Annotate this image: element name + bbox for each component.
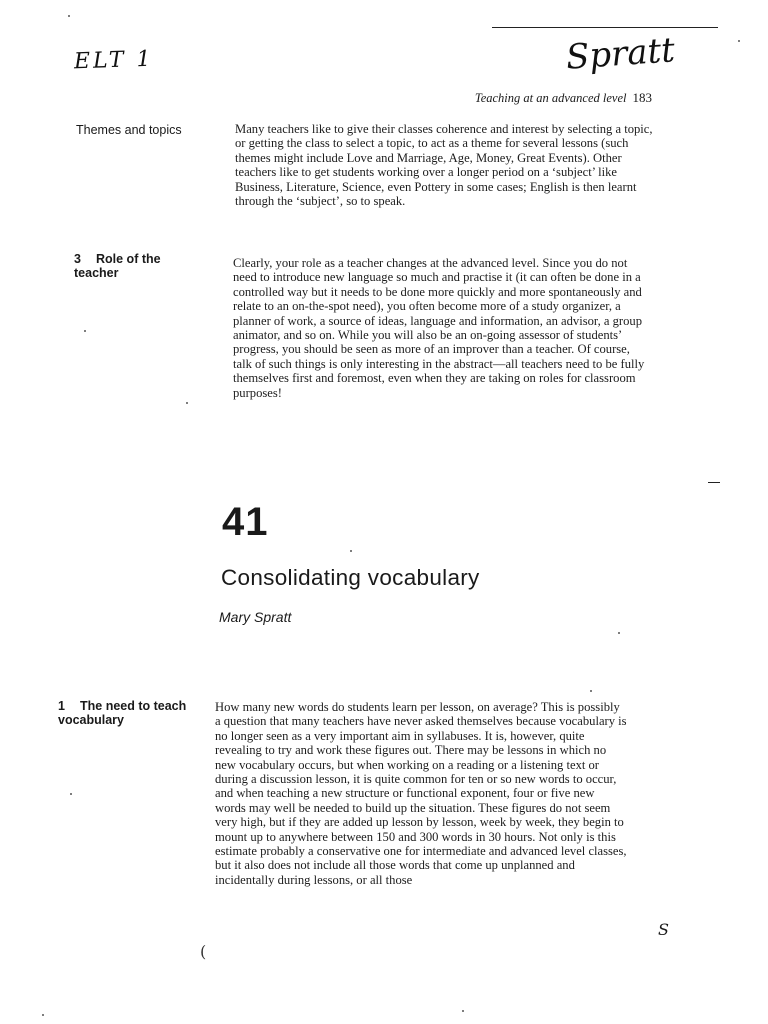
chapter-title: Consolidating vocabulary: [221, 565, 480, 590]
scan-speck: [462, 1010, 464, 1012]
paragraph-need: How many new words do students learn per lesson, on average? This is possibly a question that many teachers have never asked themselves because vocabulary is no longer seen as a very important aim in syllabuses. It is, however, quite revealing to try and work these figures out. There may be lessons in which no new vocabulary occurs, but when working on a reading or a listening text or during a discussion lesson, it is quite common for ten or so new words to occur, and when teaching a new structure or functional exponent, four or five new words may well be needed to build up the situation. These figures do not seem very high, but if they are added up lesson by lesson, week by week, they begin to mount up to anywhere between 150 and 300 words in 30 hours. Not only is this estimate probably a conservative one for intermediate and advanced level classes, but it also does not include all those words that come up unplanned and incidentally during lessons, or all those: [215, 700, 627, 887]
section-number: 3: [74, 252, 81, 266]
bottom-mark: (: [200, 942, 207, 961]
section-number: 1: [58, 699, 65, 713]
section-heading-need: [58, 699, 208, 727]
section-heading-text: Role of the teacher: [74, 252, 161, 280]
scan-speck: [70, 793, 72, 795]
paragraph-role: Clearly, your role as a teacher changes at the advanced level. Since you do not need to introduce new language so much and practise it (it can often be done in a controlled way but it needs to be done more quickly and more spontaneously and relate to an on-the-spot need), you often become more of a study organizer, a planner of work, a source of ideas, language and information, an advisor, a group animator, and so on. While you will also be an on-going assessor of students’ progress, you should be seen as more of an improver than a teacher. Of course, talk of such things is only interesting in the abstract—all teachers need to be fully themselves first and foremost, even when they are taking on roles for classroom purposes!: [233, 256, 645, 400]
scan-speck: [186, 402, 188, 404]
running-head-title: Teaching at an advanced level: [474, 91, 627, 105]
section-heading-role: [74, 252, 184, 280]
chapter-author: Mary Spratt: [219, 609, 292, 625]
top-rule: [492, 27, 718, 28]
scan-speck: [618, 632, 620, 634]
scan-speck: [84, 330, 86, 332]
margin-mark: [708, 482, 720, 483]
handwritten-note-left: ELT 1: [73, 46, 154, 75]
scan-speck: [42, 1014, 44, 1016]
chapter-number: 41: [222, 500, 269, 544]
section-heading-themes: Themes and topics: [76, 123, 182, 137]
scan-speck: [738, 40, 740, 42]
running-head: [440, 90, 652, 106]
section-heading-text: The need to teach vocabulary: [58, 699, 187, 727]
scan-speck: [68, 15, 70, 17]
handwritten-note-right: Spratt: [564, 30, 677, 78]
corner-mark: S: [658, 920, 669, 939]
scan-speck: [350, 550, 352, 552]
page-number: 183: [632, 90, 652, 105]
scan-speck: [590, 690, 592, 692]
paragraph-themes: Many teachers like to give their classes coherence and interest by selecting a topic, or getting the class to select a topic, to act as a theme for several lessons (such themes might include Love and Marriage, Age, Money, Great Events). Other teachers like to get students working over a longer period on a ‘subject’ like Business, Literature, Science, even Pottery in some cases; English is then learnt through the ‘subject’, so to speak.: [235, 122, 653, 209]
